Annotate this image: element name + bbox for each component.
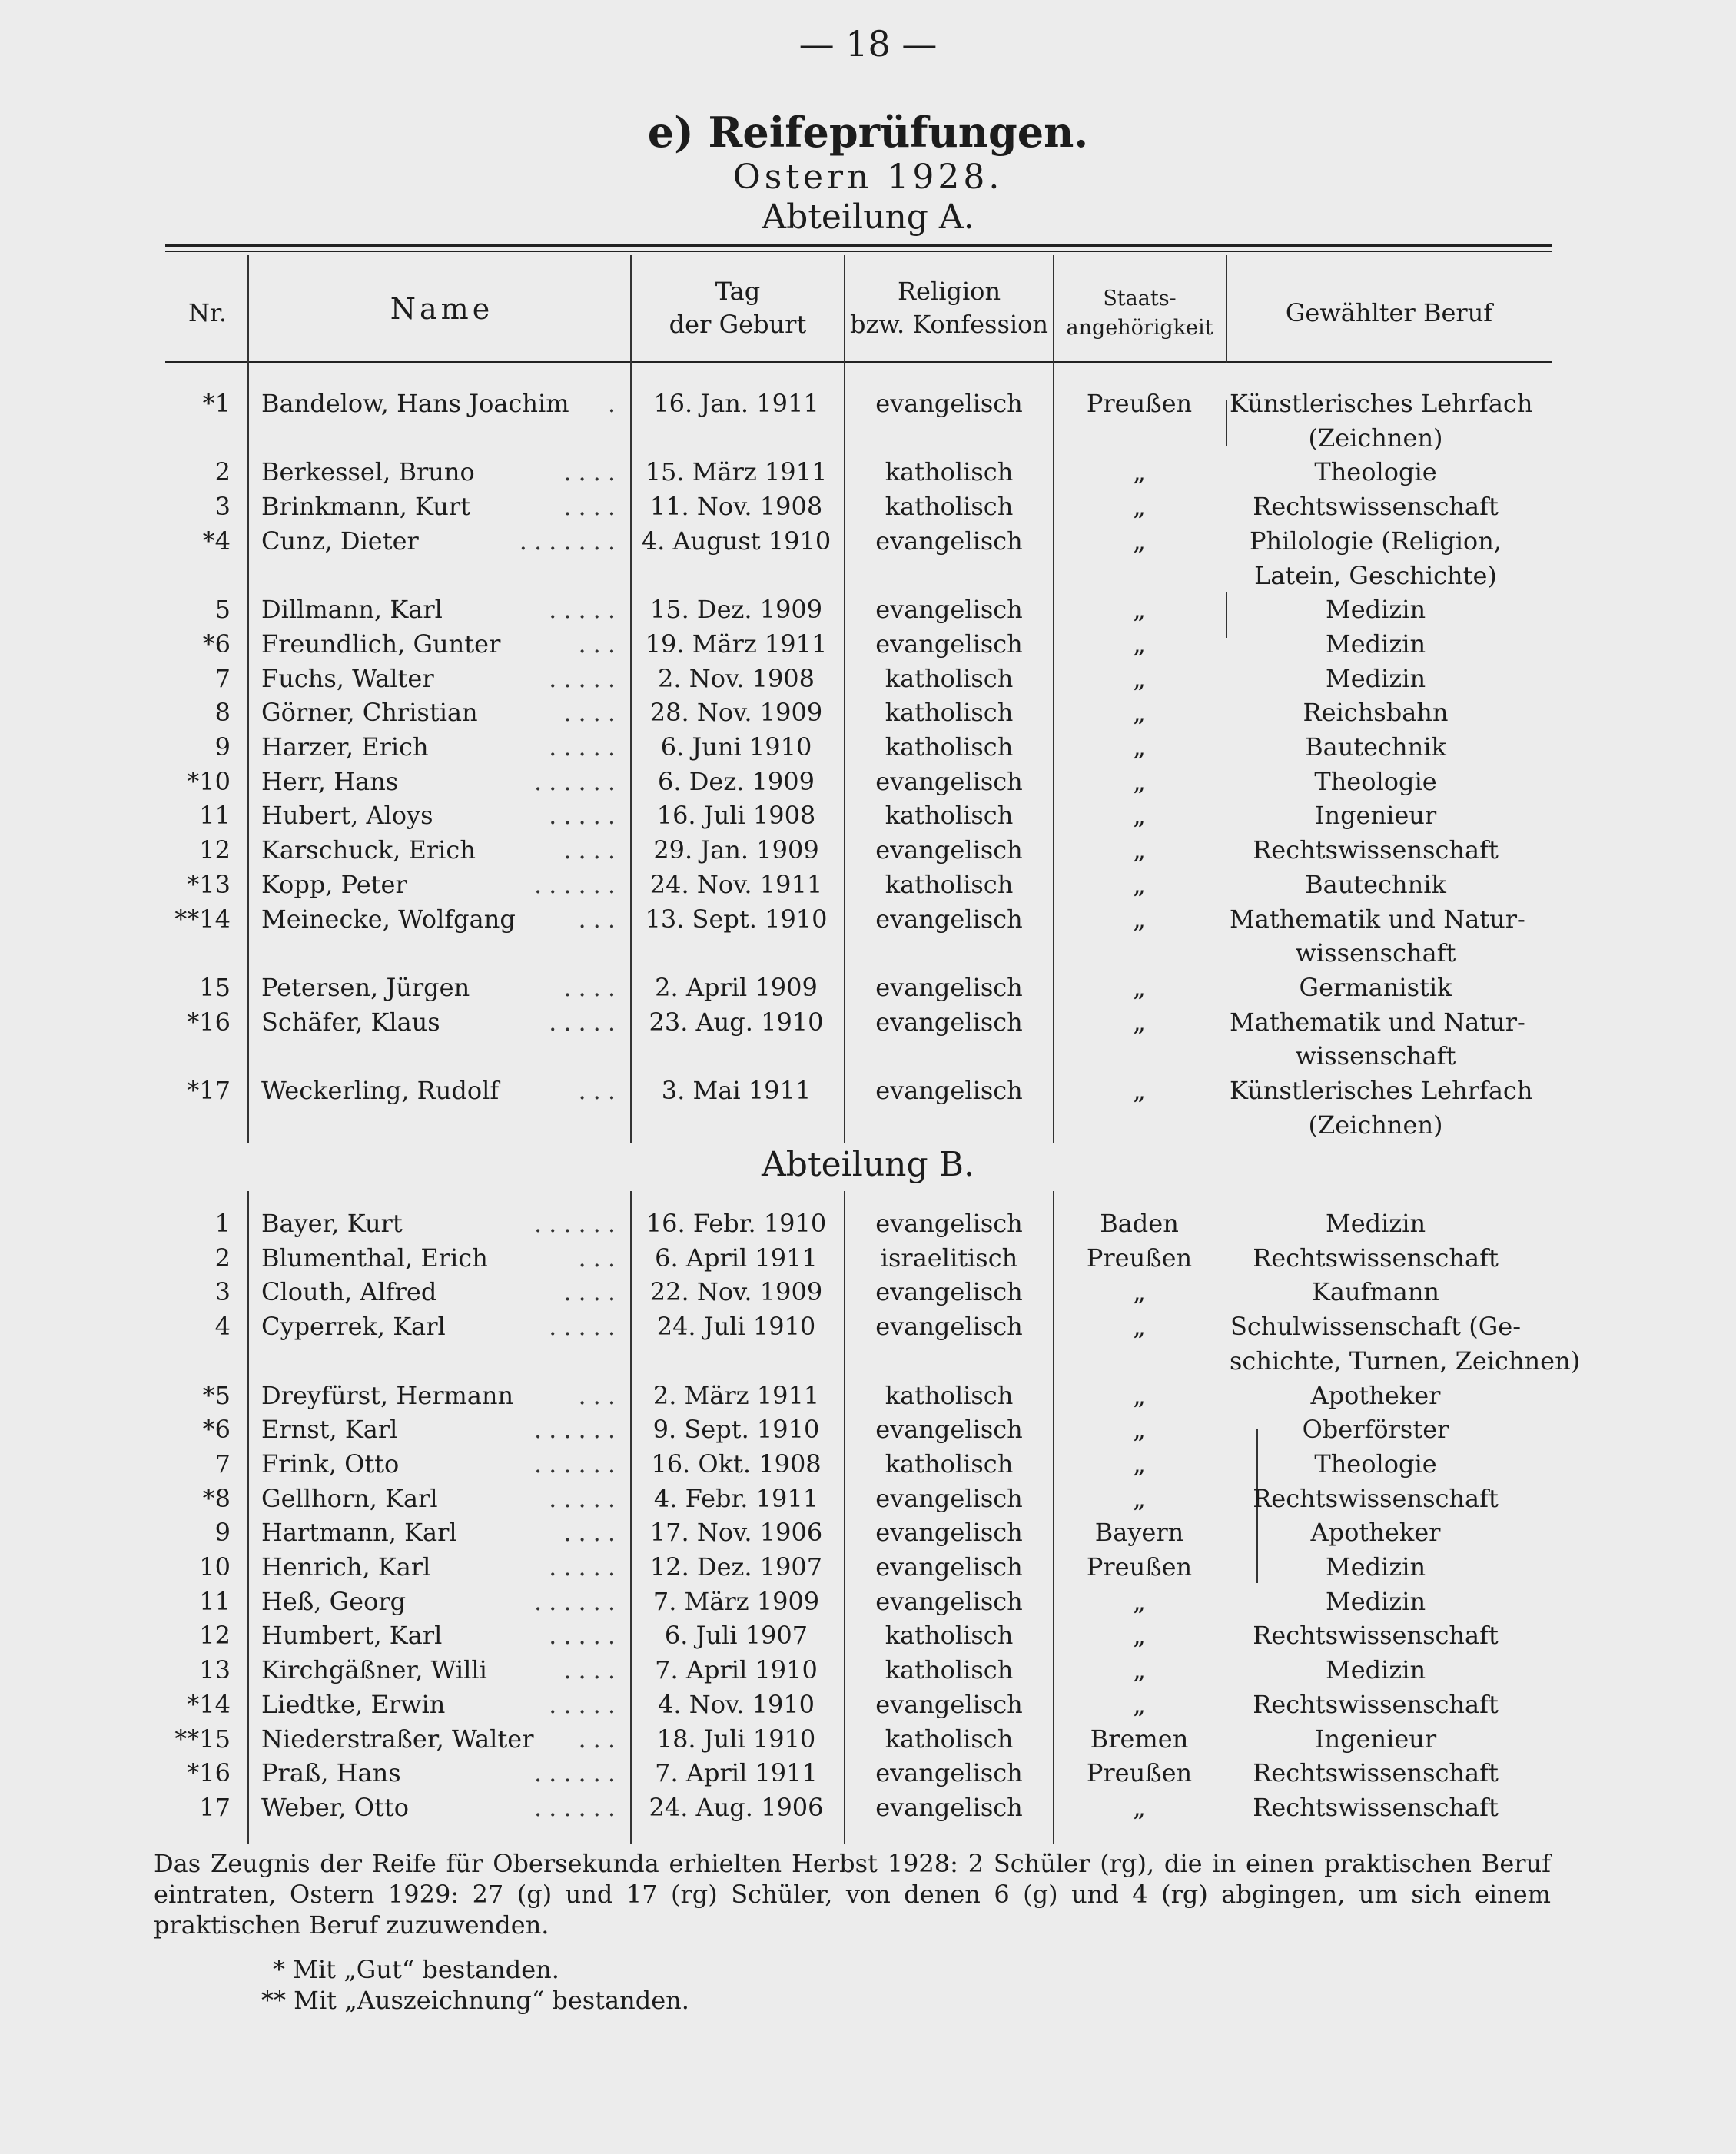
student-name: Freundlich, Gunter — [261, 629, 501, 659]
row-number: 8 — [214, 698, 231, 728]
chosen-profession: Bautechnik — [1305, 732, 1446, 762]
student-name: Weber, Otto — [261, 1792, 409, 1822]
birth-date: 24. Nov. 1911 — [649, 869, 823, 899]
birth-date: 16. Juli 1908 — [656, 801, 816, 831]
column-divider — [1226, 400, 1227, 446]
student-name: Meinecke, Wolfgang — [261, 904, 516, 934]
religion: katholisch — [885, 732, 1014, 762]
leader-dots: ....... — [519, 526, 622, 556]
leader-dots: ...... — [533, 1209, 622, 1238]
leader-dots: ..... — [549, 663, 622, 693]
religion: evangelisch — [875, 1586, 1023, 1616]
chosen-profession: Rechtswissenschaft — [1253, 492, 1499, 522]
citizenship: Preußen — [1086, 1552, 1193, 1581]
student-name: Bandelow, Hans Joachim — [261, 389, 569, 418]
student-name: Cyperrek, Karl — [261, 1312, 446, 1342]
student-name: Berkessel, Bruno — [261, 457, 475, 487]
citizenship: „ — [1133, 1076, 1146, 1105]
row-number: *13 — [187, 869, 231, 899]
column-header-nr: Nr. — [188, 298, 227, 327]
citizenship: „ — [1133, 1483, 1146, 1513]
student-name: Karschuck, Erich — [261, 835, 476, 865]
student-name: Frink, Otto — [261, 1449, 400, 1479]
leader-dots: ..... — [549, 1552, 622, 1581]
row-number: 9 — [214, 732, 231, 762]
page-subtitle: Ostern 1928. — [732, 158, 1004, 197]
row-number: 2 — [214, 1243, 231, 1273]
religion: evangelisch — [875, 1312, 1023, 1342]
leader-dots: .... — [563, 457, 622, 487]
leader-dots: .... — [563, 972, 622, 1002]
birth-date: 17. Nov. 1906 — [649, 1518, 823, 1548]
religion: katholisch — [885, 869, 1014, 899]
student-name: Niederstraßer, Walter — [261, 1724, 534, 1754]
student-name: Harzer, Erich — [261, 732, 429, 762]
row-number: 12 — [199, 835, 231, 865]
footnote-auszeichnung: ** Mit „Auszeichnung“ bestanden. — [261, 1986, 689, 2015]
chosen-profession: Theologie — [1314, 457, 1437, 487]
religion: evangelisch — [875, 629, 1023, 659]
student-name: Cunz, Dieter — [261, 526, 419, 556]
religion: evangelisch — [875, 595, 1023, 625]
birth-date: 18. Juli 1910 — [656, 1724, 816, 1754]
leader-dots: ...... — [533, 869, 622, 899]
religion: evangelisch — [875, 1076, 1023, 1105]
birth-date: 11. Nov. 1908 — [649, 492, 823, 522]
leader-dots: ...... — [533, 1792, 622, 1822]
religion: evangelisch — [875, 1758, 1023, 1788]
row-number: *6 — [202, 629, 231, 659]
birth-date: 15. März 1911 — [645, 457, 828, 487]
row-number: *8 — [202, 1483, 231, 1513]
leader-dots: .... — [563, 492, 622, 522]
chosen-profession: Rechtswissenschaft — [1253, 1792, 1499, 1822]
column-header-birth-1: Tag — [715, 277, 761, 306]
row-number: 4 — [214, 1312, 231, 1342]
row-number: *4 — [202, 526, 231, 556]
column-header-name: Name — [390, 292, 494, 326]
citizenship: „ — [1133, 526, 1146, 556]
religion: evangelisch — [875, 1483, 1023, 1513]
religion: katholisch — [885, 492, 1014, 522]
row-number: 2 — [214, 457, 231, 487]
leader-dots: ..... — [549, 1483, 622, 1513]
birth-date: 6. April 1911 — [655, 1243, 818, 1273]
row-number: *1 — [202, 389, 231, 418]
citizenship: „ — [1133, 835, 1146, 865]
column-divider — [247, 1191, 249, 1844]
student-name: Blumenthal, Erich — [261, 1243, 488, 1273]
row-number: *6 — [202, 1415, 231, 1445]
citizenship: „ — [1133, 732, 1146, 762]
student-name: Petersen, Jürgen — [261, 972, 470, 1002]
birth-date: 16. Okt. 1908 — [651, 1449, 822, 1479]
student-name: Ernst, Karl — [261, 1415, 398, 1445]
birth-date: 15. Dez. 1909 — [649, 595, 823, 625]
chosen-profession-continued: schichte, Turnen, Zeichnen) — [1230, 1346, 1581, 1376]
student-name: Henrich, Karl — [261, 1552, 431, 1581]
row-number: *14 — [187, 1689, 231, 1719]
birth-date: 19. März 1911 — [645, 629, 828, 659]
leader-dots: .... — [563, 1277, 622, 1307]
chosen-profession: Rechtswissenschaft — [1253, 1483, 1499, 1513]
column-divider — [1226, 592, 1227, 638]
birth-date: 23. Aug. 1910 — [649, 1007, 824, 1037]
leader-dots: ... — [578, 1243, 622, 1273]
religion: evangelisch — [875, 1007, 1023, 1037]
birth-date: 4. Nov. 1910 — [657, 1689, 815, 1719]
birth-date: 7. April 1910 — [655, 1655, 818, 1685]
leader-dots: ..... — [549, 1689, 622, 1719]
leader-dots: ...... — [533, 766, 622, 796]
birth-date: 12. Dez. 1907 — [649, 1552, 823, 1581]
column-divider — [1053, 255, 1054, 1143]
column-header-state-1: Staats- — [1103, 287, 1177, 310]
header-bottom-rule — [165, 361, 1552, 363]
leader-dots: ... — [578, 1380, 622, 1410]
citizenship: „ — [1133, 1449, 1146, 1479]
student-name: Görner, Christian — [261, 698, 478, 728]
leader-dots: ..... — [549, 801, 622, 831]
leader-dots: ...... — [533, 1586, 622, 1616]
chosen-profession: Theologie — [1314, 766, 1437, 796]
table-top-rule — [165, 244, 1552, 247]
religion: katholisch — [885, 801, 1014, 831]
citizenship: „ — [1133, 1621, 1146, 1651]
row-number: 9 — [214, 1518, 231, 1548]
religion: evangelisch — [875, 1552, 1023, 1581]
leader-dots: ... — [578, 1724, 622, 1754]
religion: evangelisch — [875, 1689, 1023, 1719]
student-name: Kopp, Peter — [261, 869, 407, 899]
chosen-profession: Bautechnik — [1305, 869, 1446, 899]
column-divider — [1053, 1191, 1054, 1844]
row-number: *17 — [187, 1076, 231, 1105]
row-number: 3 — [214, 1277, 231, 1307]
student-name: Humbert, Karl — [261, 1621, 443, 1651]
student-name: Liedtke, Erwin — [261, 1689, 446, 1719]
citizenship: „ — [1133, 1007, 1146, 1037]
student-name: Weckerling, Rudolf — [261, 1076, 500, 1105]
leader-dots: .... — [563, 1655, 622, 1685]
leader-dots: .... — [563, 1518, 622, 1548]
chosen-profession: Schulwissenschaft (Ge- — [1230, 1312, 1521, 1342]
religion: evangelisch — [875, 1277, 1023, 1307]
citizenship: „ — [1133, 1655, 1146, 1685]
birth-date: 13. Sept. 1910 — [645, 904, 828, 934]
citizenship: Baden — [1100, 1209, 1179, 1238]
chosen-profession: Theologie — [1314, 1449, 1437, 1479]
chosen-profession: Medizin — [1325, 1552, 1426, 1581]
leader-dots: ..... — [549, 1007, 622, 1037]
student-name: Dreyfürst, Hermann — [261, 1380, 514, 1410]
birth-date: 6. Juni 1910 — [660, 732, 812, 762]
chosen-profession: Oberförster — [1302, 1415, 1449, 1445]
birth-date: 16. Jan. 1911 — [653, 389, 819, 418]
birth-date: 9. Sept. 1910 — [652, 1415, 820, 1445]
religion: katholisch — [885, 1655, 1014, 1685]
column-divider — [247, 255, 249, 1143]
student-name: Heß, Georg — [261, 1586, 407, 1616]
page-number: — 18 — — [798, 23, 938, 65]
student-name: Gellhorn, Karl — [261, 1483, 438, 1513]
chosen-profession: Medizin — [1325, 595, 1426, 625]
citizenship: Preußen — [1086, 1758, 1193, 1788]
chosen-profession-continued: (Zeichnen) — [1308, 423, 1443, 453]
column-header-job: Gewählter Beruf — [1285, 298, 1493, 327]
leader-dots: ...... — [533, 1758, 622, 1788]
chosen-profession: Germanistik — [1299, 972, 1452, 1002]
footnote-gut: * Mit „Gut“ bestanden. — [273, 1955, 559, 1984]
citizenship: „ — [1133, 904, 1146, 934]
chosen-profession: Rechtswissenschaft — [1253, 835, 1499, 865]
chosen-profession: Mathematik und Natur- — [1230, 904, 1525, 934]
student-name: Clouth, Alfred — [261, 1277, 437, 1307]
citizenship: „ — [1133, 1689, 1146, 1719]
row-number: *5 — [202, 1380, 231, 1410]
birth-date: 2. Nov. 1908 — [657, 663, 815, 693]
chosen-profession-continued: (Zeichnen) — [1308, 1110, 1443, 1140]
religion: evangelisch — [875, 526, 1023, 556]
remark-paragraph: Das Zeugnis der Reife für Obersekunda erhielten Herbst 1928: 2 Schüler (rg), die in einen praktischen Beruf eintraten, Ostern 1929: 27 (g) und 17 (rg) Schüler, von denen 6 (g) und 4 (rg) abgingen, um sich einem praktischen Beruf zuzuwenden. — [154, 1849, 1551, 1940]
citizenship: „ — [1133, 457, 1146, 487]
citizenship: „ — [1133, 663, 1146, 693]
leader-dots: ...... — [533, 1449, 622, 1479]
row-number: 3 — [214, 492, 231, 522]
student-name: Brinkmann, Kurt — [261, 492, 470, 522]
row-number: 5 — [214, 595, 231, 625]
chosen-profession: Kaufmann — [1311, 1277, 1440, 1307]
row-number: 7 — [214, 663, 231, 693]
chosen-profession: Philologie (Religion, — [1250, 526, 1502, 556]
row-number: **14 — [174, 904, 231, 934]
row-number: 15 — [199, 972, 231, 1002]
chosen-profession: Apotheker — [1310, 1518, 1441, 1548]
birth-date: 7. März 1909 — [652, 1586, 820, 1616]
chosen-profession-continued: wissenschaft — [1295, 938, 1456, 968]
birth-date: 4. August 1910 — [641, 526, 831, 556]
row-number: 7 — [214, 1449, 231, 1479]
religion: evangelisch — [875, 1792, 1023, 1822]
leader-dots: .... — [563, 835, 622, 865]
chosen-profession: Rechtswissenschaft — [1253, 1243, 1499, 1273]
birth-date: 29. Jan. 1909 — [653, 835, 819, 865]
citizenship: „ — [1133, 1415, 1146, 1445]
religion: katholisch — [885, 1724, 1014, 1754]
row-number: 11 — [199, 1586, 231, 1616]
column-header-state-2: angehörigkeit — [1066, 316, 1213, 340]
citizenship: „ — [1133, 801, 1146, 831]
citizenship: „ — [1133, 1312, 1146, 1342]
religion: evangelisch — [875, 766, 1023, 796]
row-number: 13 — [199, 1655, 231, 1685]
row-number: 11 — [199, 801, 231, 831]
citizenship: „ — [1133, 1277, 1146, 1307]
chosen-profession: Künstlerisches Lehrfach — [1230, 389, 1533, 418]
chosen-profession: Medizin — [1325, 1209, 1426, 1238]
citizenship: „ — [1133, 972, 1146, 1002]
student-name: Fuchs, Walter — [261, 663, 434, 693]
column-header-birth-2: der Geburt — [669, 310, 807, 339]
leader-dots: .... — [563, 698, 622, 728]
birth-date: 6. Juli 1907 — [664, 1621, 808, 1651]
leader-dots: ..... — [549, 732, 622, 762]
citizenship: Bremen — [1090, 1724, 1189, 1754]
birth-date: 2. April 1909 — [655, 972, 818, 1002]
student-name: Schäfer, Klaus — [261, 1007, 440, 1037]
chosen-profession: Reichsbahn — [1303, 698, 1449, 728]
religion: katholisch — [885, 698, 1014, 728]
chosen-profession: Medizin — [1325, 1586, 1426, 1616]
birth-date: 28. Nov. 1909 — [649, 698, 823, 728]
chosen-profession: Mathematik und Natur- — [1230, 1007, 1525, 1037]
leader-dots: ... — [578, 904, 622, 934]
student-name: Dillmann, Karl — [261, 595, 443, 625]
leader-dots: ..... — [549, 1312, 622, 1342]
leader-dots: . — [607, 389, 622, 418]
chosen-profession: Medizin — [1325, 663, 1426, 693]
row-number: 10 — [199, 1552, 231, 1581]
row-number: **15 — [174, 1724, 231, 1754]
citizenship: Bayern — [1094, 1518, 1184, 1548]
column-divider — [1226, 255, 1227, 363]
religion: evangelisch — [875, 904, 1023, 934]
citizenship: „ — [1133, 1380, 1146, 1410]
religion: katholisch — [885, 1449, 1014, 1479]
religion: evangelisch — [875, 389, 1023, 418]
student-name: Hubert, Aloys — [261, 801, 433, 831]
row-number: 12 — [199, 1621, 231, 1651]
citizenship: „ — [1133, 595, 1146, 625]
page-title: e) Reifeprüfungen. — [647, 108, 1089, 157]
section-b-title: Abteilung B. — [762, 1145, 974, 1184]
row-number: 17 — [199, 1792, 231, 1822]
religion: katholisch — [885, 457, 1014, 487]
chosen-profession: Rechtswissenschaft — [1253, 1689, 1499, 1719]
birth-date: 3. Mai 1911 — [661, 1076, 812, 1105]
religion: israelitisch — [880, 1243, 1018, 1273]
religion: evangelisch — [875, 1415, 1023, 1445]
column-header-religion-2: bzw. Konfession — [850, 310, 1048, 339]
chosen-profession: Künstlerisches Lehrfach — [1230, 1076, 1533, 1105]
student-name: Herr, Hans — [261, 766, 399, 796]
birth-date: 4. Febr. 1911 — [653, 1483, 819, 1513]
birth-date: 22. Nov. 1909 — [649, 1277, 823, 1307]
birth-date: 24. Juli 1910 — [656, 1312, 816, 1342]
religion: evangelisch — [875, 972, 1023, 1002]
row-number: *10 — [187, 766, 231, 796]
citizenship: „ — [1133, 869, 1146, 899]
religion: evangelisch — [875, 1209, 1023, 1238]
chosen-profession: Ingenieur — [1314, 1724, 1437, 1754]
citizenship: „ — [1133, 629, 1146, 659]
religion: katholisch — [885, 1380, 1014, 1410]
table-top-rule-thin — [165, 251, 1552, 252]
chosen-profession-continued: wissenschaft — [1295, 1041, 1456, 1071]
birth-date: 6. Dez. 1909 — [658, 766, 815, 796]
birth-date: 16. Febr. 1910 — [646, 1209, 827, 1238]
student-name: Bayer, Kurt — [261, 1209, 403, 1238]
student-name: Kirchgäßner, Willi — [261, 1655, 487, 1685]
student-name: Praß, Hans — [261, 1758, 401, 1788]
student-name: Hartmann, Karl — [261, 1518, 457, 1548]
leader-dots: ...... — [533, 1415, 622, 1445]
leader-dots: ... — [578, 629, 622, 659]
birth-date: 24. Aug. 1906 — [649, 1792, 824, 1822]
citizenship: Preußen — [1086, 389, 1193, 418]
row-number: 1 — [214, 1209, 231, 1238]
chosen-profession: Apotheker — [1310, 1380, 1441, 1410]
religion: katholisch — [885, 663, 1014, 693]
citizenship: „ — [1133, 1586, 1146, 1616]
chosen-profession: Ingenieur — [1314, 801, 1437, 831]
religion: evangelisch — [875, 835, 1023, 865]
chosen-profession: Rechtswissenschaft — [1253, 1758, 1499, 1788]
column-header-religion-1: Religion — [897, 277, 1001, 306]
chosen-profession-continued: Latein, Geschichte) — [1254, 560, 1497, 590]
citizenship: „ — [1133, 1792, 1146, 1822]
leader-dots: ... — [578, 1076, 622, 1105]
religion: katholisch — [885, 1621, 1014, 1651]
leader-dots: ..... — [549, 595, 622, 625]
section-a-title: Abteilung A. — [762, 197, 974, 237]
citizenship: „ — [1133, 766, 1146, 796]
row-number: *16 — [187, 1758, 231, 1788]
citizenship: Preußen — [1086, 1243, 1193, 1273]
chosen-profession: Medizin — [1325, 1655, 1426, 1685]
citizenship: „ — [1133, 698, 1146, 728]
religion: evangelisch — [875, 1518, 1023, 1548]
birth-date: 7. April 1911 — [655, 1758, 818, 1788]
birth-date: 2. März 1911 — [652, 1380, 820, 1410]
row-number: *16 — [187, 1007, 231, 1037]
citizenship: „ — [1133, 492, 1146, 522]
chosen-profession: Rechtswissenschaft — [1253, 1621, 1499, 1651]
chosen-profession: Medizin — [1325, 629, 1426, 659]
leader-dots: ..... — [549, 1621, 622, 1651]
